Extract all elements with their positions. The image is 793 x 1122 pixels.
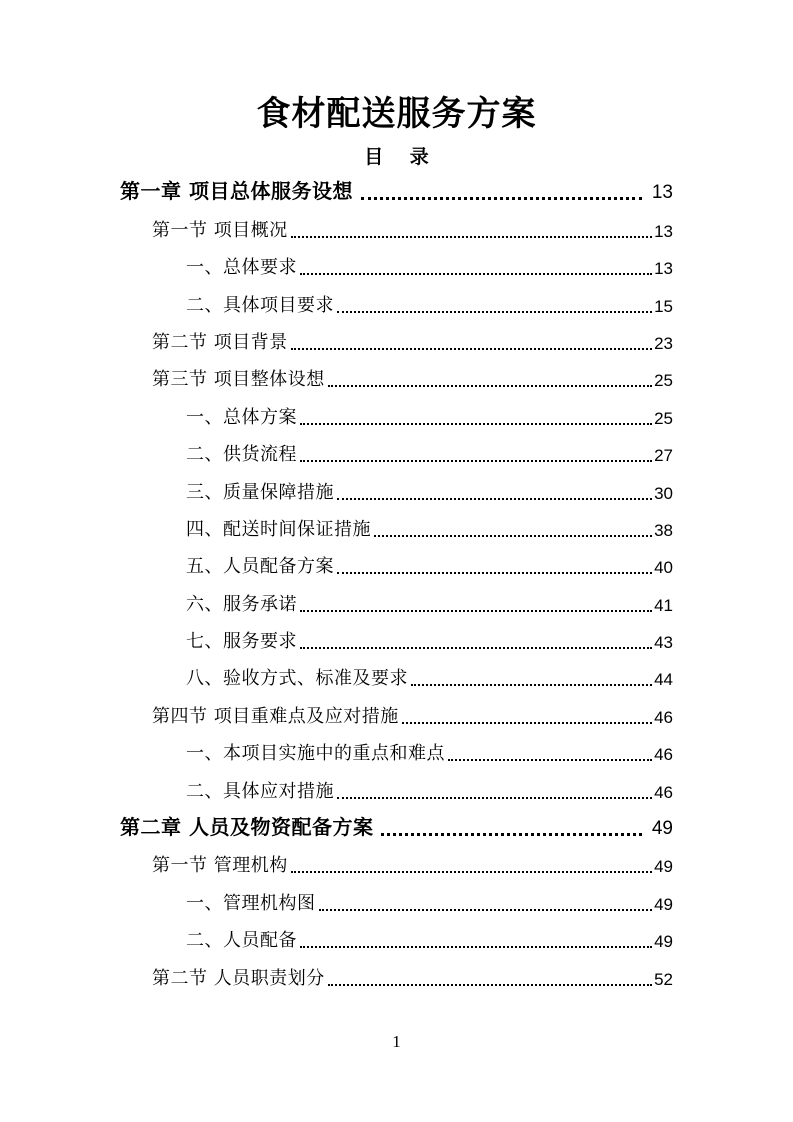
toc-entry-page: 49 (654, 894, 673, 914)
toc-dot-leader (411, 684, 652, 686)
toc-dot-leader (402, 722, 652, 724)
page-number: 1 (392, 1032, 401, 1051)
toc-entry-title: 二、供货流程 (186, 444, 297, 466)
toc-dot-leader (291, 236, 652, 238)
toc-entry-title: 一、总体方案 (186, 406, 297, 428)
toc-entry-title: 七、服务要求 (186, 631, 297, 653)
toc-dot-leader (448, 759, 652, 761)
toc-chapter-entry[interactable] (120, 809, 673, 846)
toc-dot-leader (361, 197, 642, 200)
toc-entry-title: 四、配送时间保证措施 (186, 518, 371, 540)
toc-subsection-entry[interactable] (186, 397, 673, 434)
toc-entry-title: 第一章 项目总体服务设想 (120, 179, 353, 204)
toc-entry-page: 13 (654, 259, 673, 279)
toc-section-entry[interactable] (152, 696, 673, 733)
toc-subsection-entry[interactable] (186, 248, 673, 285)
toc-entry-title: 第一节 项目概况 (152, 219, 288, 241)
toc-subsection-entry[interactable] (186, 435, 673, 472)
toc-dot-leader (337, 498, 652, 500)
toc-subsection-entry[interactable] (186, 883, 673, 920)
toc-entry-page: 40 (654, 558, 673, 578)
toc-entry-page: 41 (654, 595, 673, 615)
toc-dot-leader (291, 348, 652, 350)
toc-dot-leader (337, 572, 652, 574)
toc-subsection-entry[interactable] (186, 734, 673, 771)
toc-subsection-entry[interactable] (186, 285, 673, 322)
toc-entry-page: 25 (654, 371, 673, 391)
toc-entry-page: 49 (654, 857, 673, 877)
toc-entry-title: 二、人员配备 (186, 930, 297, 952)
toc-entry-page: 38 (654, 520, 673, 540)
toc-dot-leader (300, 273, 652, 275)
toc-entry-title: 六、服务承诺 (186, 593, 297, 615)
toc-entry-page: 46 (654, 782, 673, 802)
toc-entry-title: 第四节 项目重难点及应对措施 (152, 705, 399, 727)
toc-entry-page: 44 (654, 670, 673, 690)
toc-entry-title: 一、管理机构图 (186, 892, 316, 914)
toc-entry-page: 23 (654, 333, 673, 353)
toc-entry-page: 13 (654, 221, 673, 241)
toc-subsection-entry[interactable] (186, 659, 673, 696)
toc-entry-page: 13 (651, 182, 673, 204)
toc-entry-page: 30 (654, 483, 673, 503)
toc-dot-leader (300, 460, 652, 462)
toc-entry-title: 三、质量保障措施 (186, 481, 334, 503)
toc-dot-leader (374, 535, 652, 537)
toc-heading: 目 录 (364, 146, 439, 168)
toc-entry-page: 15 (654, 296, 673, 316)
toc-section-entry[interactable] (152, 360, 673, 397)
toc-entry-title: 八、验收方式、标准及要求 (186, 668, 408, 690)
toc-subsection-entry[interactable] (186, 771, 673, 808)
toc-entry-title: 第二节 人员职责划分 (152, 967, 325, 989)
toc-chapter-entry[interactable] (120, 173, 673, 210)
toc-entry-page: 43 (654, 633, 673, 653)
toc-dot-leader (300, 423, 652, 425)
toc-subsection-entry[interactable] (186, 472, 673, 509)
toc-dot-leader (337, 311, 652, 313)
toc-entry-page: 52 (654, 969, 673, 989)
toc-entry-title: 一、总体要求 (186, 257, 297, 279)
toc-entry-title: 第二章 人员及物资配备方案 (120, 815, 374, 840)
toc-dot-leader (300, 610, 652, 612)
toc-dot-leader (300, 647, 652, 649)
toc-entry-page: 46 (654, 707, 673, 727)
toc-subsection-entry[interactable] (186, 510, 673, 547)
toc-entry-title: 二、具体应对措施 (186, 780, 334, 802)
document-title: 食材配送服务方案 (256, 94, 537, 134)
toc-entry-title: 第一节 管理机构 (152, 855, 288, 877)
toc-subsection-entry[interactable] (186, 584, 673, 621)
toc-dot-leader (319, 909, 653, 911)
toc-entry-page: 49 (651, 818, 673, 840)
toc-entry-page: 27 (654, 446, 673, 466)
toc-dot-leader (328, 984, 652, 986)
toc-subsection-entry[interactable] (186, 921, 673, 958)
toc-entry-title: 五、人员配备方案 (186, 556, 334, 578)
toc-entry-page: 25 (654, 408, 673, 428)
toc-dot-leader (328, 385, 652, 387)
toc-entry-title: 二、具体项目要求 (186, 294, 334, 316)
toc-subsection-entry[interactable] (186, 547, 673, 584)
toc-entry-title: 第二节 项目背景 (152, 331, 288, 353)
toc-section-entry[interactable] (152, 846, 673, 883)
toc-section-entry[interactable] (152, 210, 673, 247)
toc-dot-leader (337, 797, 652, 799)
toc-entry-title: 一、本项目实施中的重点和难点 (186, 743, 445, 765)
toc-entry-page: 49 (654, 932, 673, 952)
toc-entry-title: 第三节 项目整体设想 (152, 369, 325, 391)
toc-dot-leader (291, 871, 652, 873)
toc-section-entry[interactable] (152, 958, 673, 995)
toc-dot-leader (300, 946, 652, 948)
toc-entry-page: 46 (654, 745, 673, 765)
toc-dot-leader (381, 833, 641, 836)
toc-subsection-entry[interactable] (186, 622, 673, 659)
table-of-contents (0, 173, 793, 996)
toc-section-entry[interactable] (152, 323, 673, 360)
